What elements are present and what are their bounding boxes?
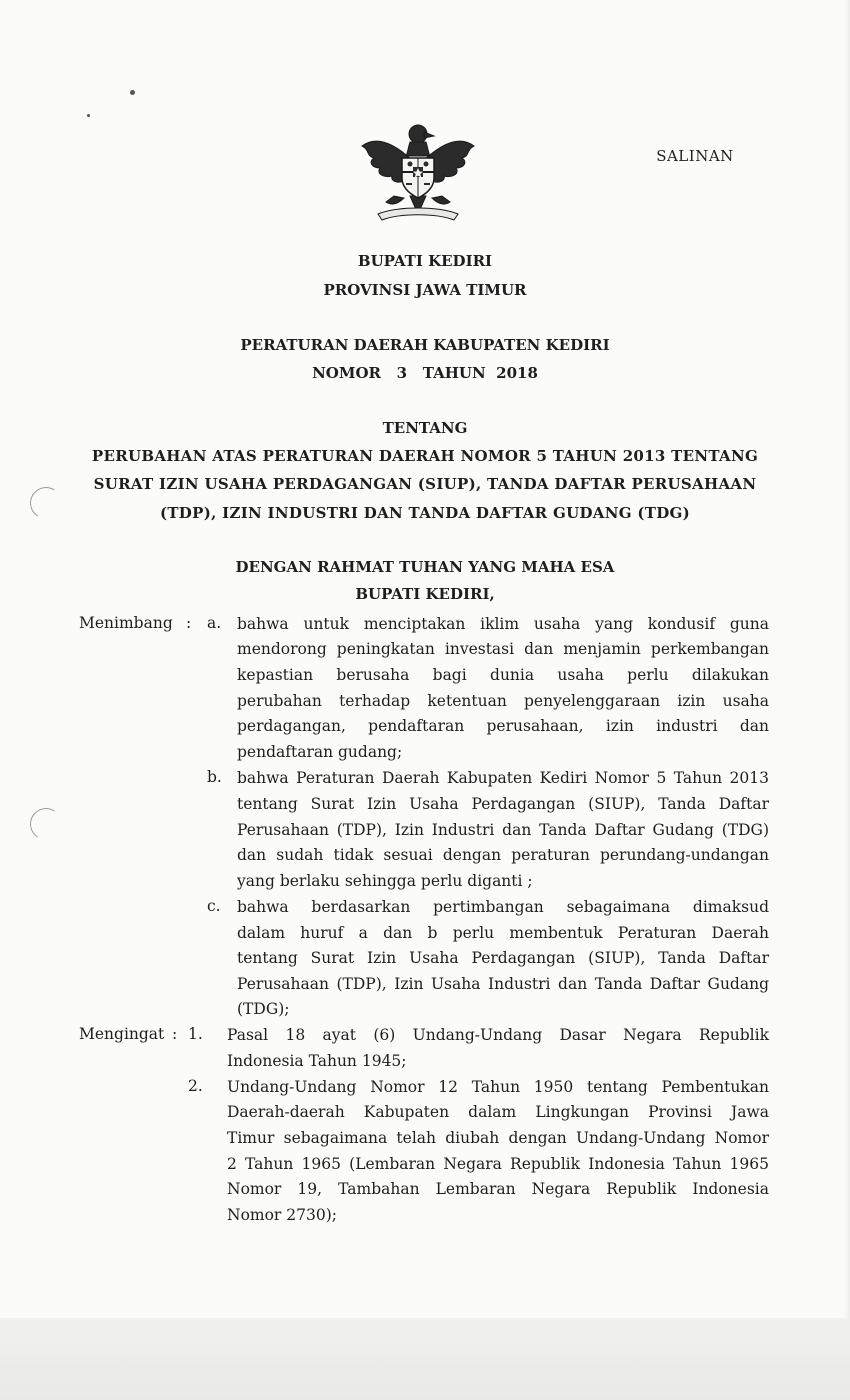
blessing-line: DENGAN RAHMAT TUHAN YANG MAHA ESA bbox=[235, 558, 615, 576]
scan-speck bbox=[87, 114, 90, 117]
official-title: BUPATI KEDIRI bbox=[357, 252, 493, 270]
menimbang-label: Menimbang bbox=[79, 614, 173, 632]
menimbang-marker-a: a. bbox=[207, 614, 222, 632]
regulation-number: NOMOR 3 TAHUN 2018 bbox=[312, 364, 538, 382]
page-bottom-edge bbox=[0, 1318, 850, 1400]
regulation-title-line: PERUBAHAN ATAS PERATURAN DAERAH NOMOR 5 TAHUN 2013 TENTANG bbox=[91, 447, 759, 465]
menimbang-a-line: perdagangan, pendaftaran perusahaan, izin industri dan bbox=[237, 717, 769, 735]
menimbang-c-line: dalam huruf a dan b perlu membentuk Peraturan Daerah bbox=[237, 924, 769, 942]
menimbang-a-line: mendorong peningkatan investasi dan menjamin perkembangan bbox=[237, 640, 769, 658]
menimbang-marker-b: b. bbox=[207, 768, 222, 786]
menimbang-a-line: perubahan terhadap ketentuan penyelenggaraan izin usaha bbox=[237, 692, 769, 710]
mengingat-1-line: Indonesia Tahun 1945; bbox=[227, 1052, 407, 1070]
menimbang-b-line: tentang Surat Izin Usaha Perdagangan (SIUP), Tanda Daftar bbox=[237, 795, 769, 813]
mengingat-marker-2: 2. bbox=[188, 1077, 203, 1095]
regulation-type: PERATURAN DAERAH KABUPATEN KEDIRI bbox=[240, 336, 610, 354]
mengingat-2-line: Timur sebagaimana telah diubah dengan Undang-Undang Nomor bbox=[227, 1129, 769, 1147]
mengingat-2-line: Nomor 19, Tambahan Lembaran Negara Republik Indonesia bbox=[227, 1180, 769, 1198]
regulation-title-line: SURAT IZIN USAHA PERDAGANGAN (SIUP), TANDA DAFTAR PERUSAHAAN bbox=[93, 475, 757, 493]
mengingat-marker-1: 1. bbox=[188, 1025, 203, 1043]
menimbang-b-line: yang berlaku sehingga perlu diganti ; bbox=[237, 872, 533, 890]
menimbang-marker-c: c. bbox=[207, 897, 221, 915]
garuda-emblem-icon bbox=[358, 116, 478, 224]
issuer-line: BUPATI KEDIRI, bbox=[355, 585, 495, 603]
menimbang-c-line: Perusahaan (TDP), Izin Usaha Industri dan Tanda Daftar Gudang bbox=[237, 975, 769, 993]
menimbang-a-line: bahwa untuk menciptakan iklim usaha yang kondusif guna bbox=[237, 615, 769, 633]
menimbang-a-line: pendaftaran gudang; bbox=[237, 743, 403, 761]
menimbang-c-line: (TDG); bbox=[237, 1000, 290, 1018]
mengingat-2-line: 2 Tahun 1965 (Lembaran Negara Republik Indonesia Tahun 1965 bbox=[227, 1155, 769, 1173]
regulation-about: TENTANG bbox=[382, 419, 468, 437]
page-shadow bbox=[844, 0, 850, 1320]
menimbang-a-line: kepastian berusaha bagi dunia usaha perlu dilakukan bbox=[237, 666, 769, 684]
mengingat-label: Mengingat bbox=[79, 1025, 165, 1043]
mengingat-2-line: Undang-Undang Nomor 12 Tahun 1950 tentang Pembentukan bbox=[227, 1078, 769, 1096]
scan-speck bbox=[130, 90, 135, 95]
mengingat-2-line: Nomor 2730); bbox=[227, 1206, 337, 1224]
regulation-title-line: (TDP), IZIN INDUSTRI DAN TANDA DAFTAR GUDANG (TDG) bbox=[159, 504, 691, 522]
menimbang-b-line: dan sudah tidak sesuai dengan peraturan perundang-undangan bbox=[237, 846, 769, 864]
punch-hole bbox=[27, 805, 65, 843]
menimbang-colon: : bbox=[186, 614, 192, 632]
menimbang-b-line: bahwa Peraturan Daerah Kabupaten Kediri Nomor 5 Tahun 2013 bbox=[237, 769, 769, 787]
mengingat-colon: : bbox=[172, 1025, 178, 1043]
menimbang-b-line: Perusahaan (TDP), Izin Industri dan Tanda Daftar Gudang (TDG) bbox=[237, 821, 769, 839]
copy-mark: SALINAN bbox=[656, 147, 734, 165]
menimbang-c-line: bahwa berdasarkan pertimbangan sebagaimana dimaksud bbox=[237, 898, 769, 916]
mengingat-1-line: Pasal 18 ayat (6) Undang-Undang Dasar Negara Republik bbox=[227, 1026, 769, 1044]
menimbang-c-line: tentang Surat Izin Usaha Perdagangan (SIUP), Tanda Daftar bbox=[237, 949, 769, 967]
mengingat-2-line: Daerah-daerah Kabupaten dalam Lingkungan Provinsi Jawa bbox=[227, 1103, 769, 1121]
province-title: PROVINSI JAWA TIMUR bbox=[323, 281, 527, 299]
